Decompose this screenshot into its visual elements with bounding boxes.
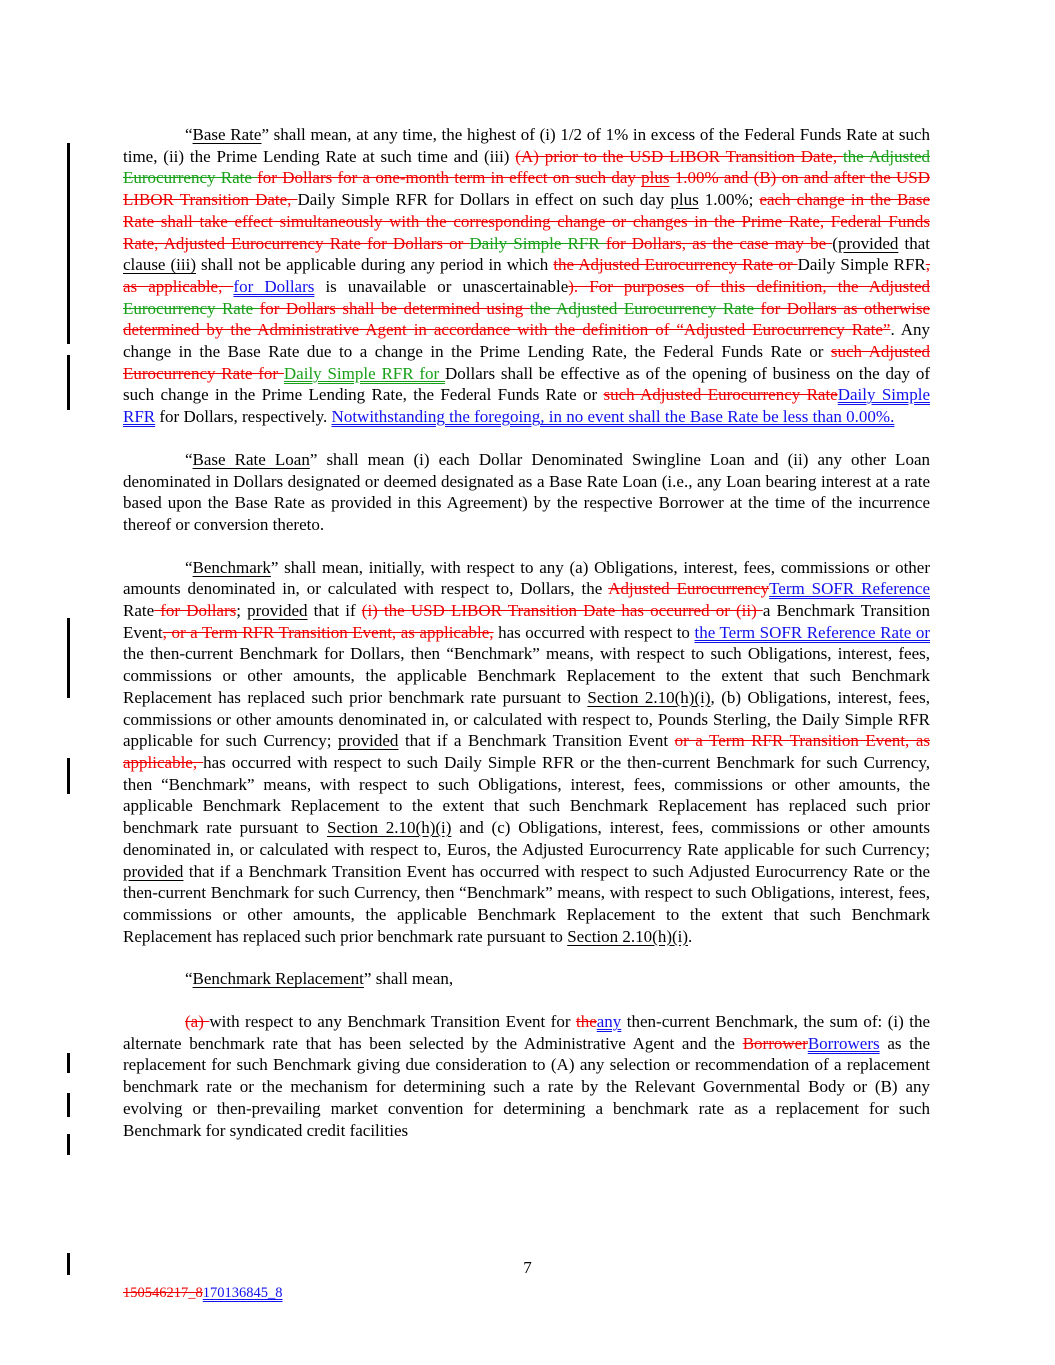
text-run-del-red: for Dollars, as the case may be <box>605 233 833 253</box>
text-run-del-red: ). For purposes of this definition, the Adjusted <box>568 276 931 296</box>
text-run-ins-blue: for Dollars <box>233 276 315 296</box>
text-run-normal: “ <box>185 969 193 989</box>
text-run-ins-blue: any <box>596 1012 622 1032</box>
text-run-del-green: Eurocurrency Rate <box>123 298 260 318</box>
text-run-term: provided <box>337 731 399 751</box>
text-run-del-red: 1.00% and (B) on and after the USD LIBOR Transition Date, <box>123 168 930 210</box>
change-bar <box>67 1093 70 1117</box>
definition-benchmark-replacement <box>123 968 930 990</box>
text-run-del-red: (A) prior to the USD LIBOR Transition Date, <box>515 146 843 166</box>
document-id-inserted: 170136845_8 <box>202 1285 283 1301</box>
definition-base-rate <box>123 124 930 428</box>
text-run-normal: Daily Simple RFR for Dollars in effect on such day <box>297 190 671 210</box>
page-number: 7 <box>523 1258 532 1277</box>
text-run-normal: has occurred with respect to such Daily Simple RFR or the then-current Benchmark for such Currency, then “Benchmark” means, with respect to such Obligations, interest, fees, commissions or other amounts, the applicable Benchmark Replacement to the extent that such Benchmark Replacement has replaced such prior benchmark rate pursuant to <box>123 752 930 838</box>
text-run-normal: . <box>688 926 693 946</box>
text-run-ins-green: Daily Simple RFR for <box>283 363 446 383</box>
text-run-del-red: for Dollars <box>154 601 237 621</box>
text-run-del-green: Daily Simple RFR <box>469 233 606 253</box>
text-run-normal: , (b) Obligations, interest, fees, commissions or other amounts denominated in, or calculated with respect to, Pounds Sterling, the Daily Simple RFR applicable for such Currency; <box>123 687 931 751</box>
change-bar <box>67 618 70 698</box>
text-run-term: Base Rate <box>192 125 262 144</box>
text-run-ins-blue: Borrowers <box>807 1033 880 1053</box>
text-run-term: provided <box>123 861 184 881</box>
text-run-del-red: , as applicable, <box>123 255 931 296</box>
text-run-ins-blue: the Term SOFR Reference Rate or <box>694 622 931 642</box>
text-run-normal: “ <box>185 449 193 469</box>
text-run-normal: that if a Benchmark Transition Event has occurred with respect to such Adjusted Eurocurrency Rate or the then-current Benchmark for such Currency, then “Benchmark” means, with respect to such Obligations, interest, fees, commissions or other amounts, the applicable Benchmark Replacement to the extent that such Benchmark Replacement has replaced such prior benchmark rate pursuant to <box>123 861 930 946</box>
text-run-ins-blue: Daily Simple RFR <box>123 385 930 427</box>
text-run-normal: . Any change in the Base Rate due to a change in the Prime Lending Rate, the Federal Funds Rate or <box>123 320 930 362</box>
text-run-normal: Rate <box>123 601 155 621</box>
text-run-normal: has occurred with respect to <box>493 622 695 642</box>
text-run-term: provided <box>837 233 899 253</box>
text-run-term: Benchmark Replacement <box>192 969 364 989</box>
change-bar <box>67 143 70 344</box>
text-run-del-green: the Adjusted Eurocurrency Rate <box>123 146 930 188</box>
text-run-term: Section 2.10(h)(i) <box>587 687 711 707</box>
text-run-term: Benchmark <box>192 557 271 577</box>
text-run-normal: Daily Simple RFR <box>797 255 926 275</box>
text-run-normal: ” shall mean, initially, with respect to any (a) Obligations, interest, fees, commissions or other amounts denominated in, or calculated with respect to, Dollars, the <box>123 557 930 599</box>
text-run-normal: with respect to any Benchmark Transition Event for <box>209 1012 576 1032</box>
text-run-term: clause (iii) <box>123 255 197 275</box>
text-run-term: provided <box>247 601 308 621</box>
text-run-term: Section 2.10(h)(i) <box>326 818 452 838</box>
text-run-del-red: (a) <box>185 1012 210 1032</box>
text-run-normal: the then-current Benchmark for Dollars, then “Benchmark” means, with respect to such Obligations, interest, fees, commissions or other amounts, the applicable Benchmark Replacement to the extent that such Benchmark Replacement has replaced such prior benchmark rate pursuant to <box>123 644 930 707</box>
text-run-del-red: the Adjusted Eurocurrency Rate or <box>553 255 798 275</box>
text-run-normal: “ <box>185 125 193 144</box>
text-run-normal: a Benchmark Transition Event <box>123 601 930 642</box>
text-run-del-red: for Dollars as otherwise determined by the Administrative Agent in accordance with the definition of “Adjusted Eurocurrency Rate” <box>123 298 931 340</box>
text-run-normal: ” shall mean (i) each Dollar Denominated Swingline Loan and (ii) any other Loan denominated in Dollars designated or deemed designated as a Base Rate Loan (i.e., any Loan bearing interest at a rate based upon the Base Rate as provided in this Agreement) by the respective Borrower at the time of the incurrence thereof or conversion thereto. <box>123 449 930 534</box>
text-run-del-red: for Dollars shall be determined using <box>259 298 530 318</box>
text-run-normal: 1.00%; <box>698 190 760 210</box>
text-run-normal: ( <box>832 233 838 253</box>
text-run-del-red: , or a Term RFR Transition Event, as applicable, <box>162 622 494 642</box>
change-bar <box>67 355 70 410</box>
text-run-normal: then-current Benchmark, the sum of: (i) the alternate benchmark rate that has been selected by the Administrative Agent and the <box>123 1012 931 1053</box>
text-run-term: Base Rate Loan <box>192 449 310 469</box>
text-run-ins-blue: Notwithstanding the foregoing, in no event shall the Base Rate be less than 0.00%. <box>331 407 895 427</box>
definition-base-rate-loan <box>123 449 930 536</box>
text-run-normal: ” shall mean, at any time, the highest of (i) 1/2 of 1% in excess of the Federal Funds Rate at such time, (ii) the Prime Lending Rate at such time and (iii) <box>123 125 930 166</box>
text-run-normal: “ <box>185 557 193 577</box>
text-run-del-red: each change in the Base Rate shall take effect simultaneously with the corresponding change or changes in the Prime Rate, Federal Funds Rate, Adjusted Eurocurrency Rate for Dollars or <box>123 190 931 253</box>
text-run-term: Section 2.10(h)(i) <box>567 926 689 946</box>
text-run-del-green: the Adjusted Eurocurrency Rate <box>529 298 761 318</box>
text-run-normal: for Dollars, respectively. <box>155 407 332 427</box>
text-run-underline: plus <box>670 190 699 210</box>
text-run-del-red: or a Term RFR Transition Event, as applicable, <box>123 731 930 772</box>
text-run-del-red: such Adjusted Eurocurrency Rate for <box>123 342 930 383</box>
document-id-footer <box>123 1285 283 1302</box>
text-run-normal: and (c) Obligations, interest, fees, commissions or other amounts denominated in, or calculated with respect to, Euros, the Adjusted Eurocurrency Rate applicable for such Currency; <box>123 818 931 859</box>
text-run-normal: Dollars shall be effective as of the opening of business on the day of such change in the Prime Lending Rate, the Federal Funds Rate or <box>123 363 930 405</box>
text-run-del-red: Adjusted Eurocurrency <box>608 579 770 599</box>
definition-benchmark <box>123 557 930 948</box>
text-run-del-red: the <box>575 1012 597 1032</box>
text-run-normal: is unavailable or unascertainable <box>314 276 569 296</box>
text-run-normal: shall not be applicable during any period in which <box>196 255 554 275</box>
text-run-del-red: Borrower <box>742 1033 808 1053</box>
benchmark-replacement-clause-a <box>123 1011 930 1141</box>
text-run-del-red-underline: plus <box>641 168 670 188</box>
text-run-ins-blue: Term SOFR Reference <box>769 579 931 599</box>
text-run-normal: that <box>898 233 930 253</box>
text-run-del-red: (i) the USD LIBOR Transition Date has occurred or (ii) <box>361 601 763 621</box>
text-run-normal: ” shall mean, <box>363 969 454 989</box>
change-bar <box>67 758 70 794</box>
document-id-deleted: 150546217_8 <box>123 1285 203 1301</box>
change-bar <box>67 1053 70 1073</box>
text-run-del-red: such Adjusted Eurocurrency Rate <box>603 385 838 405</box>
document-body <box>123 124 930 1162</box>
text-run-normal: that if <box>307 601 362 621</box>
text-run-normal: that if a Benchmark Transition Event <box>398 731 675 751</box>
text-run-normal: ; <box>236 601 248 621</box>
text-run-del-red: for Dollars for a one-month term in effect on such day <box>257 168 642 188</box>
text-run-normal: as the replacement for such Benchmark giving due consideration to (A) any selection or recommendation of a replacement benchmark rate or the mechanism for determining such a rate by the Relevant Governmental Body or (B) any evolving or then-prevailing market convention for determining a benchmark rate as a replacement for such Benchmark for syndicated credit facilities <box>123 1033 930 1140</box>
change-bar <box>67 1134 70 1155</box>
